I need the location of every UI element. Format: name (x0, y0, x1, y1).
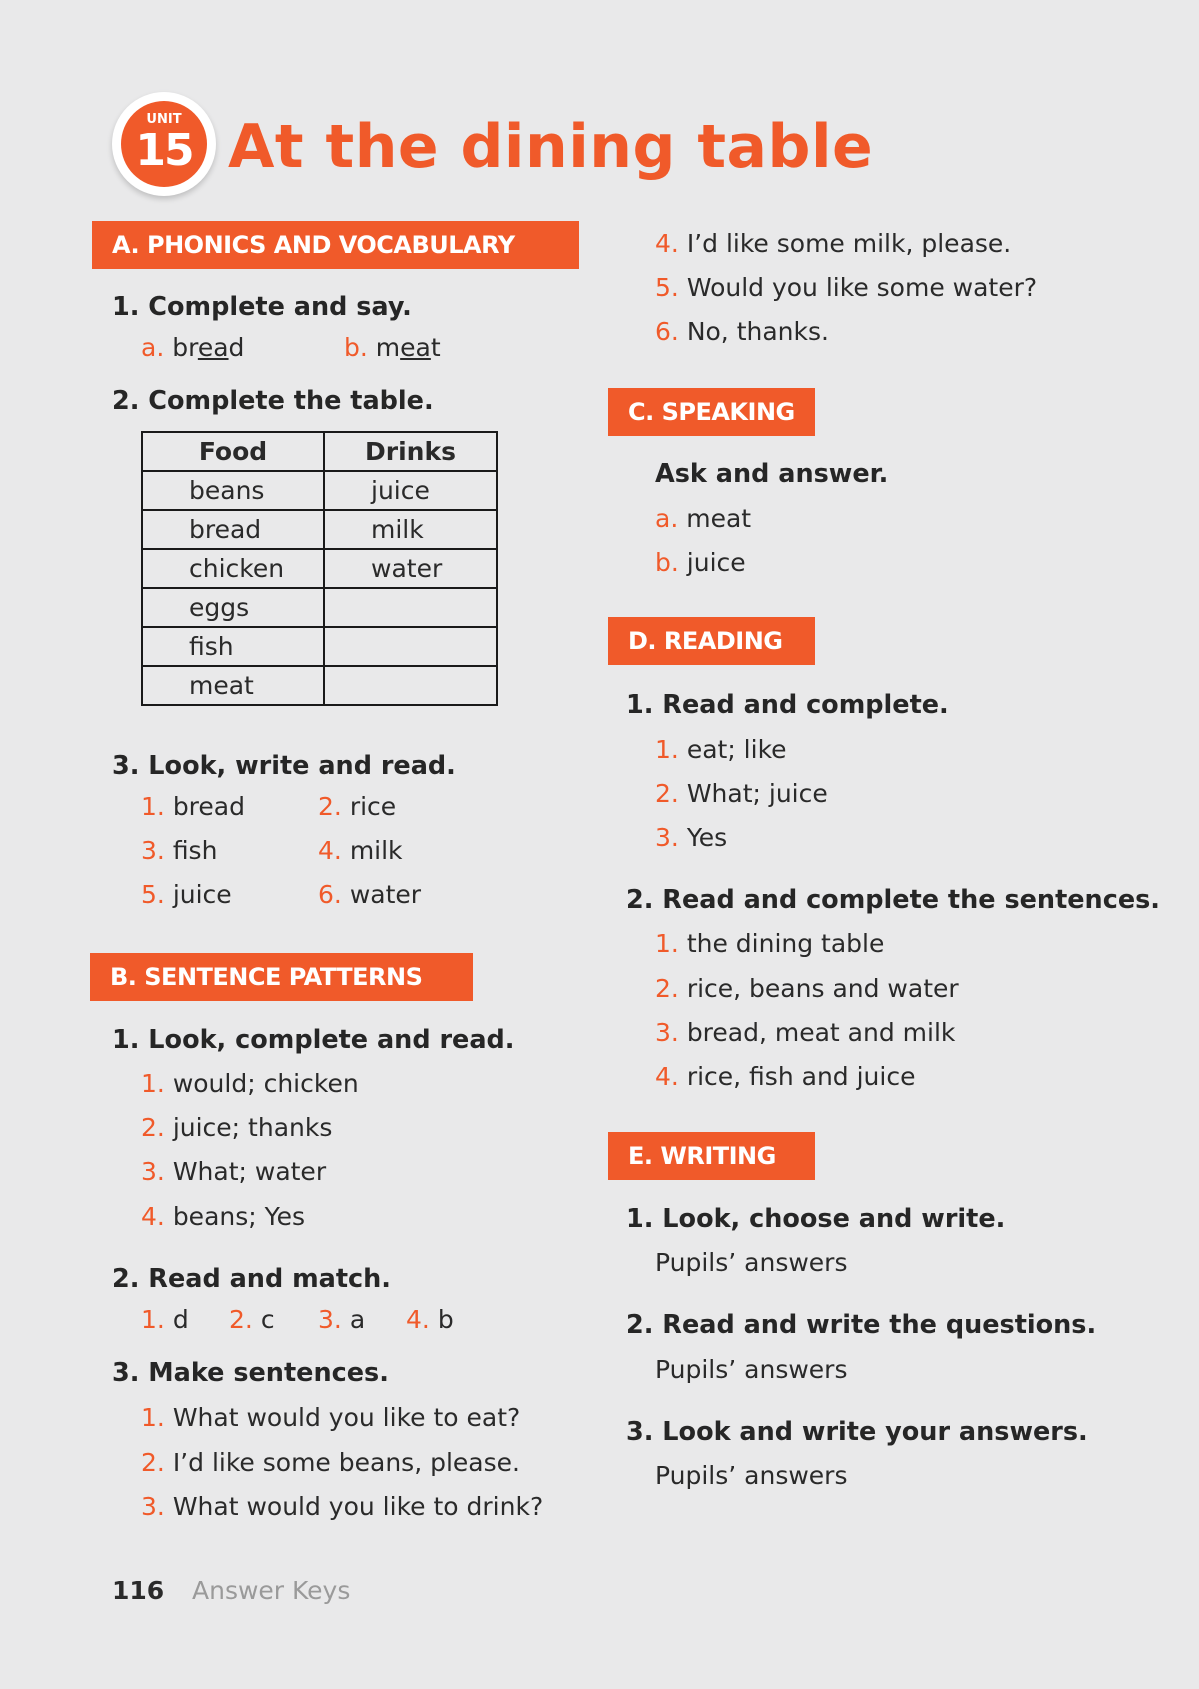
unit-badge-circle (121, 101, 207, 187)
unit-label: UNIT (146, 112, 182, 127)
b1-heading: 1. Look, complete and read. (112, 1025, 515, 1055)
unit-number: 15 (135, 125, 193, 176)
list-item (655, 1018, 955, 1048)
item-number: 2. (318, 792, 342, 821)
table-header-food: Food (142, 432, 324, 471)
item-text: No, thanks. (686, 317, 829, 346)
item-number: 4. (141, 1202, 165, 1231)
c-heading: Ask and answer. (655, 459, 889, 489)
list-item (655, 735, 787, 765)
table-cell: eggs (142, 588, 324, 627)
page-title: At the dining table (228, 112, 874, 182)
list-item (141, 1202, 305, 1232)
item-text: What would you like to drink? (172, 1492, 544, 1521)
item-number: 3. (655, 1018, 679, 1047)
a1-item-b-post: t (430, 333, 441, 362)
item-text: c (260, 1305, 275, 1334)
table-cell: water (324, 549, 497, 588)
table-row (142, 588, 497, 627)
item-text: Would you like some water? (686, 273, 1038, 302)
list-item (141, 1448, 520, 1478)
item-text: eat; like (686, 735, 787, 764)
unit-badge (112, 92, 216, 196)
table-cell: milk (324, 510, 497, 549)
e3-heading: 3. Look and write your answers. (626, 1417, 1088, 1447)
section-c-header: C. SPEAKING (608, 388, 815, 436)
e3-answer: Pupils’ answers (655, 1461, 848, 1490)
list-item (655, 229, 1011, 259)
table-cell: chicken (142, 549, 324, 588)
a1-item-b-underlined: ea (400, 333, 431, 362)
list-item (141, 836, 217, 866)
item-text: I’d like some milk, please. (686, 229, 1012, 258)
item-text: juice (172, 880, 232, 909)
item-number: 6. (655, 317, 679, 346)
item-text: beans; Yes (172, 1202, 305, 1231)
item-number: 3. (655, 823, 679, 852)
section-a-header: A. PHONICS AND VOCABULARY (92, 221, 579, 269)
list-item (141, 1305, 189, 1335)
item-number: 2. (655, 779, 679, 808)
table-cell: juice (324, 471, 497, 510)
item-number: 5. (655, 273, 679, 302)
d2-heading: 2. Read and complete the sentences. (626, 885, 1160, 915)
table-cell (324, 627, 497, 666)
table-header-drinks: Drinks (324, 432, 497, 471)
item-number: 1. (141, 792, 165, 821)
item-text: Yes (686, 823, 728, 852)
b3-heading: 3. Make sentences. (112, 1358, 389, 1388)
item-number: 4. (406, 1305, 430, 1334)
a1-item-a-label: a. (141, 333, 165, 362)
table-header-row (142, 432, 497, 471)
list-item (318, 880, 421, 910)
a3-heading: 3. Look, write and read. (112, 751, 456, 781)
list-item (655, 1062, 915, 1092)
item-number: 3. (141, 1492, 165, 1521)
item-number: 3. (318, 1305, 342, 1334)
item-number: 2. (141, 1113, 165, 1142)
item-number: 1. (141, 1305, 165, 1334)
table-cell (324, 588, 497, 627)
list-item (655, 548, 746, 578)
item-text: d (172, 1305, 189, 1334)
table-row (142, 549, 497, 588)
e1-answer: Pupils’ answers (655, 1248, 848, 1277)
list-item (655, 273, 1037, 303)
list-item (141, 880, 232, 910)
item-number: 6. (318, 880, 342, 909)
section-b-header: B. SENTENCE PATTERNS (90, 953, 473, 1001)
item-text: bread, meat and milk (686, 1018, 956, 1047)
a2-heading: 2. Complete the table. (112, 386, 434, 416)
b2-heading: 2. Read and match. (112, 1264, 391, 1294)
list-item (141, 1113, 332, 1143)
item-text: juice (686, 548, 746, 577)
table-cell: fish (142, 627, 324, 666)
item-text: would; chicken (172, 1069, 359, 1098)
item-number: 4. (655, 1062, 679, 1091)
table-row (142, 471, 497, 510)
item-text: rice, beans and water (686, 974, 959, 1003)
a1-item-a-underlined: ea (197, 333, 229, 362)
a1-heading: 1. Complete and say. (112, 292, 412, 322)
a1-item-b-label: b. (344, 333, 368, 362)
item-number: 2. (655, 974, 679, 1003)
table-cell: bread (142, 510, 324, 549)
item-number: 1. (655, 929, 679, 958)
a1-item-a (141, 333, 244, 363)
item-number: a. (655, 504, 679, 533)
table-row (142, 510, 497, 549)
list-item (655, 929, 884, 959)
list-item (655, 317, 829, 347)
item-text: juice; thanks (172, 1113, 333, 1142)
table-cell: beans (142, 471, 324, 510)
list-item (655, 779, 828, 809)
footer-label: Answer Keys (192, 1576, 351, 1605)
item-text: milk (349, 836, 403, 865)
table-cell: meat (142, 666, 324, 705)
item-number: b. (655, 548, 679, 577)
list-item (406, 1305, 454, 1335)
d1-heading: 1. Read and complete. (626, 690, 949, 720)
e2-answer: Pupils’ answers (655, 1355, 848, 1384)
section-e-header: E. WRITING (608, 1132, 815, 1180)
list-item (141, 1069, 359, 1099)
item-number: 1. (655, 735, 679, 764)
item-number: 2. (141, 1448, 165, 1477)
list-item (229, 1305, 275, 1335)
list-item (141, 1492, 543, 1522)
item-text: meat (686, 504, 752, 533)
item-number: 2. (229, 1305, 253, 1334)
a1-item-a-pre: br (172, 333, 198, 362)
item-number: 3. (141, 1157, 165, 1186)
e1-heading: 1. Look, choose and write. (626, 1204, 1006, 1234)
list-item (655, 504, 751, 534)
section-d-header: D. READING (608, 617, 815, 665)
item-text: What; water (172, 1157, 327, 1186)
item-number: 3. (141, 836, 165, 865)
item-text: What would you like to eat? (172, 1403, 521, 1432)
item-text: the dining table (686, 929, 885, 958)
table-cell (324, 666, 497, 705)
item-number: 4. (318, 836, 342, 865)
item-text: rice (349, 792, 397, 821)
table-row (142, 666, 497, 705)
item-text: bread (172, 792, 245, 821)
list-item (655, 974, 959, 1004)
item-number: 1. (141, 1069, 165, 1098)
item-text: a (349, 1305, 366, 1334)
a1-item-b-pre: m (375, 333, 401, 362)
table-row (142, 627, 497, 666)
item-text: I’d like some beans, please. (172, 1448, 520, 1477)
item-text: water (349, 880, 422, 909)
list-item (318, 792, 396, 822)
item-number: 1. (141, 1403, 165, 1432)
list-item (318, 1305, 365, 1335)
e2-heading: 2. Read and write the questions. (626, 1310, 1097, 1340)
page-number: 116 (112, 1576, 165, 1605)
list-item (141, 792, 245, 822)
list-item (141, 1157, 326, 1187)
food-drinks-table (141, 431, 498, 706)
item-number: 4. (655, 229, 679, 258)
item-text: b (437, 1305, 454, 1334)
item-text: fish (172, 836, 218, 865)
item-number: 5. (141, 880, 165, 909)
a1-item-a-post: d (228, 333, 245, 362)
a1-item-b (344, 333, 441, 363)
list-item (318, 836, 403, 866)
item-text: What; juice (686, 779, 828, 808)
list-item (141, 1403, 520, 1433)
list-item (655, 823, 727, 853)
item-text: rice, fish and juice (686, 1062, 916, 1091)
